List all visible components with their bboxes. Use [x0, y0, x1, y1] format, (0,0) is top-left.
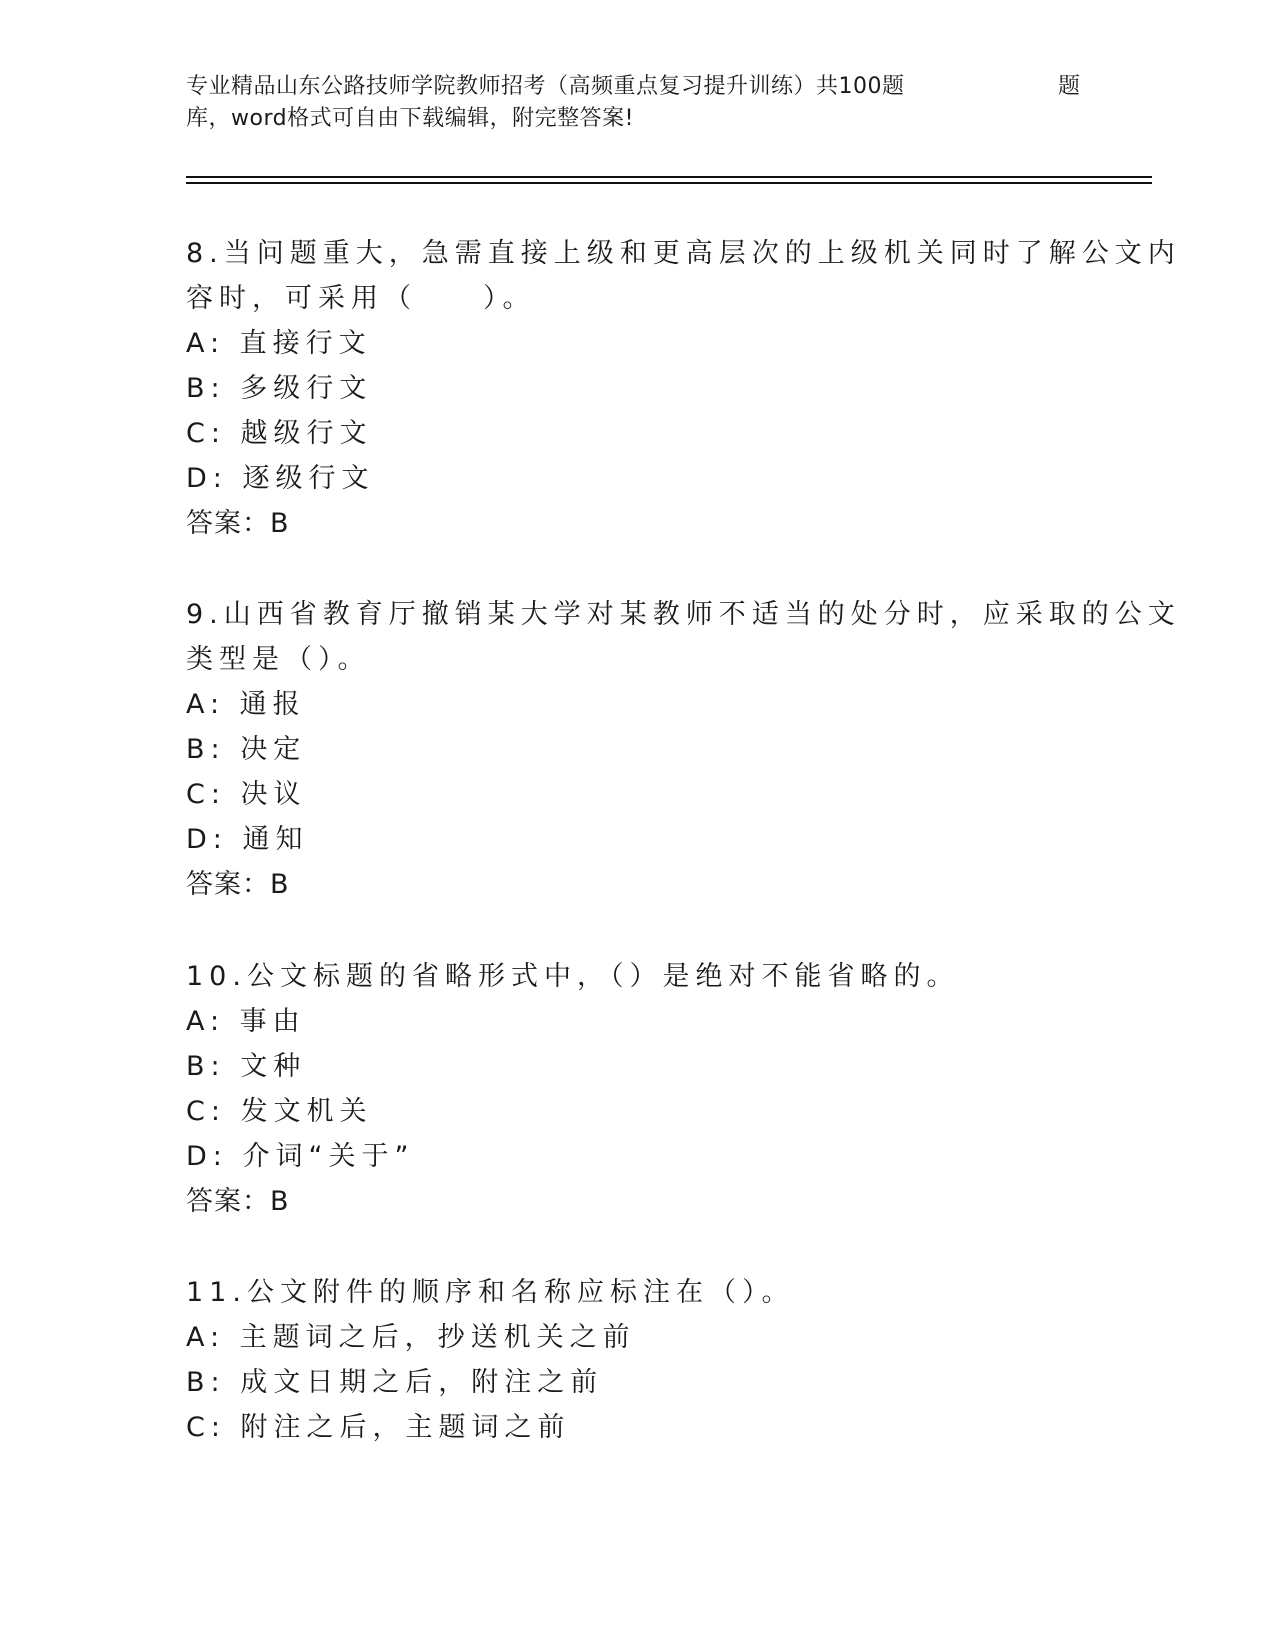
question-text-line: 类型是（）。	[186, 644, 371, 675]
header-title-line-1: 专业精品山东公路技师学院教师招考（高频重点复习提升训练）共100题	[186, 74, 905, 99]
question-text-line: 容时，可采用（ ）。	[186, 283, 536, 314]
option-b: B: 多级行文	[186, 373, 373, 404]
option-a: A: 通报	[186, 689, 306, 720]
option-b: B: 文种	[186, 1051, 307, 1082]
option-c: C: 决议	[186, 779, 307, 810]
answer: 答案：B	[186, 1186, 290, 1217]
option-a: A: 主题词之后，抄送机关之前	[186, 1322, 636, 1353]
option-d: D: 通知	[186, 824, 309, 855]
option-c: C: 越级行文	[186, 418, 373, 449]
option-c: C: 附注之后，主题词之前	[186, 1412, 571, 1443]
question-text-line: 8.当问题重大，急需直接上级和更高层次的上级机关同时了解公文内	[186, 238, 1181, 269]
answer: 答案：B	[186, 869, 290, 900]
header-title-line-2: 库，word格式可自由下载编辑，附完整答案!	[186, 106, 634, 131]
option-b: B: 决定	[186, 734, 307, 765]
option-d: D: 介词“关于”	[186, 1141, 415, 1172]
page-header	[186, 70, 1091, 144]
answer: 答案：B	[186, 508, 290, 539]
header-rule-top	[186, 176, 1152, 178]
option-c: C: 发文机关	[186, 1096, 373, 1127]
question-text-line: 9.山西省教育厅撤销某大学对某教师不适当的处分时，应采取的公文	[186, 599, 1181, 630]
option-d: D: 逐级行文	[186, 463, 375, 494]
header-title-right-word: 题	[1058, 74, 1081, 99]
option-a: A: 直接行文	[186, 328, 372, 359]
header-rule-bottom	[186, 182, 1152, 184]
question-text-line: 11.公文附件的顺序和名称应标注在（）。	[186, 1277, 795, 1308]
option-a: A: 事由	[186, 1006, 306, 1037]
question-text-line: 10.公文标题的省略形式中，（）是绝对不能省略的。	[186, 961, 960, 992]
option-b: B: 成文日期之后，附注之前	[186, 1367, 604, 1398]
